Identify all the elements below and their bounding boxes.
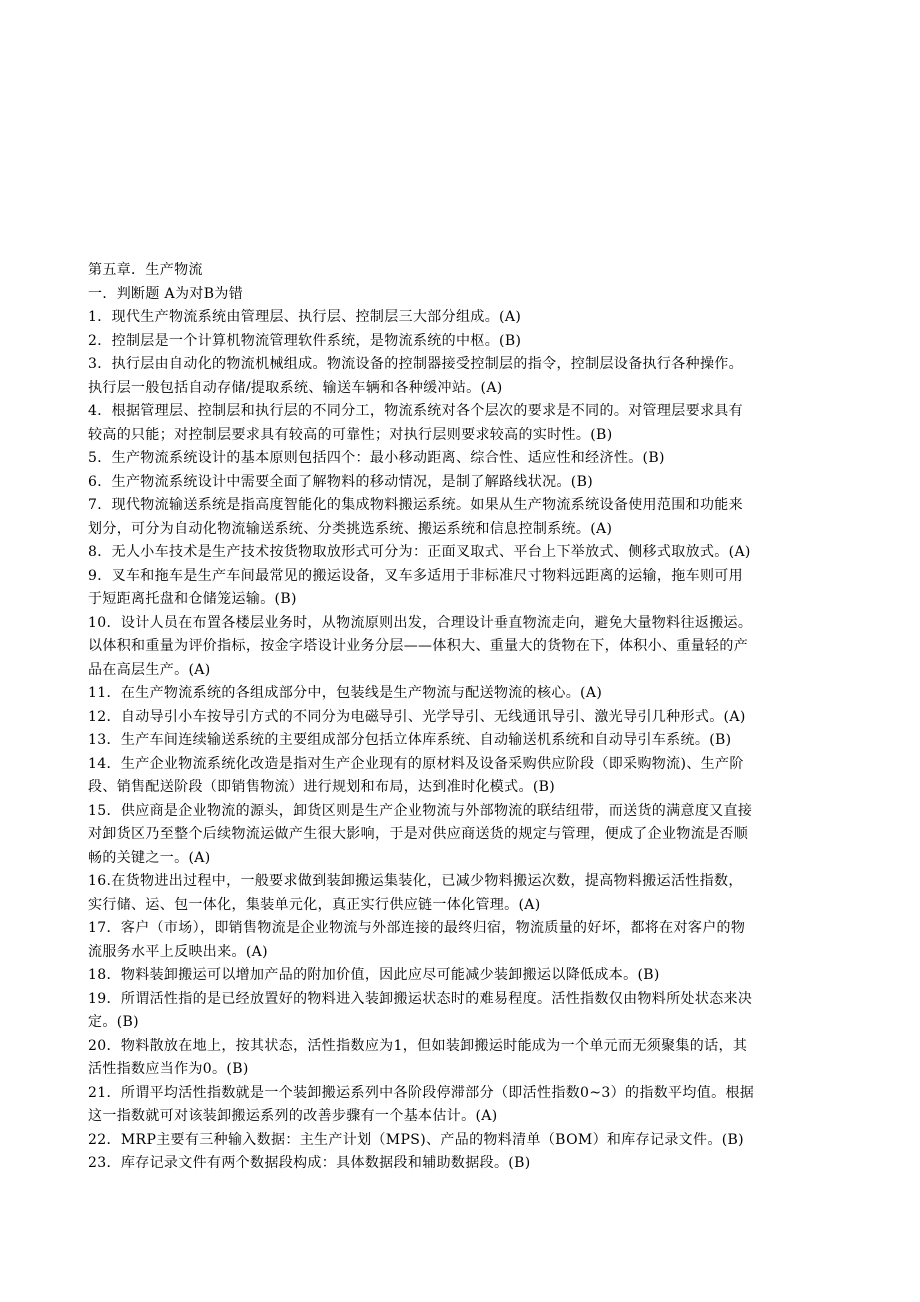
question-list <box>88 306 836 1176</box>
question-line: 7．现代物流输送系统是指高度智能化的集成物料搬运系统。如果从生产物流系统设备使用范围和功能来 <box>88 497 744 513</box>
question-line: 19．所谓活性指的是已经放置好的物料进入装卸搬运状态时的难易程度。活性指数仅由物料所处状态来决 <box>88 990 753 1007</box>
question-line: 21．所谓平均活性指数就是一个装卸搬运系列中各阶段停滞部分（即活性指数0~3）的指数平均值。根据 <box>88 1084 755 1101</box>
question-line: 段、销售配送阶段（即销售物流）进行规划和布局，达到准时化模式。(B) <box>88 779 556 795</box>
question-line: 定。(B) <box>88 1014 139 1030</box>
question-line: 12．自动导引小车按导引方式的不同分为电磁导引、光学导引、无线通讯导引、激光导引几种形式。(A) <box>88 708 746 725</box>
question-line: 流服务水平上反映出来。(A) <box>88 943 268 960</box>
question-line: 13．生产车间连续输送系统的主要组成部分包括立体库系统、自动输送机系统和自动导引车系统。(B) <box>88 732 732 748</box>
question-line: 14．生产企业物流系统化改造是指对生产企业现有的原材料及设备采购供应阶段（即采购物流)、生产阶 <box>88 755 744 772</box>
chapter-title: 第五章．生产物流 <box>88 262 203 278</box>
question-line: 1．现代生产物流系统由管理层、执行层、控制层三大部分组成。(A) <box>88 309 522 325</box>
question-line: 这一指数就可对该装卸搬运系列的改善步骤有一个基本估计。(A) <box>88 1108 498 1124</box>
question-line: 3．执行层由自动化的物流机械组成。物流设备的控制器接受控制层的指令，控制层设备执行各种操作。 <box>88 356 744 372</box>
question-line: 11．在生产物流系统的各组成部分中，包装线是生产物流与配送物流的核心。(A) <box>88 685 603 701</box>
question-line: 执行层一般包括自动存储/提取系统、输送车辆和各种缓冲站。(A) <box>88 379 503 396</box>
question-line: 16.在货物进出过程中，一般要求做到装卸搬运集装化，已减少物料搬运次数，提高物料搬运活性指数， <box>88 873 743 889</box>
question-line: 对卸货区乃至整个后续物流运做产生很大影响，于是对供应商送货的规定与管理，便成了企业物流是否顺 <box>88 826 749 842</box>
section-title: 一．判断题 A为对B为错 <box>88 285 244 302</box>
question-line: 15．供应商是企业物流的源头，卸货区则是生产企业物流与外部物流的联结纽带，而送货的满意度又直接 <box>88 802 753 819</box>
question-line: 以体积和重量为评价指标，按金字塔设计业务分层——体积大、重量大的货物在下，体积小、重量轻的产 <box>88 638 749 654</box>
question-line: 10．设计人员在布置各楼层业务时，从物流原则出发，合理设计垂直物流走向，避免大量物料往返搬运。 <box>88 614 753 631</box>
question-line: 4．根据管理层、控制层和执行层的不同分工，物流系统对各个层次的要求是不同的。对管理层要求具有 <box>88 403 744 419</box>
question-line: 活性指数应当作为0。(B) <box>88 1061 249 1077</box>
question-line: 划分，可分为自动化物流输送系统、分类挑选系统、搬运系统和信息控制系统。(A) <box>88 520 613 537</box>
question-line: 20．物料散放在地上，按其状态，活性指数应为1，但如装卸搬运时能成为一个单元而无须聚集的话，其 <box>88 1037 748 1054</box>
question-line: 8．无人小车技术是生产技术按货物取放形式可分为：正面叉取式、平台上下举放式、侧移式取放式。(A) <box>88 544 751 560</box>
question-line: 22．MRP主要有三种输入数据：主生产计划（MPS)、产品的物料清单（BOM）和库存记录文件。(B) <box>88 1131 744 1148</box>
question-line: 18．物料装卸搬运可以增加产品的附加价值，因此应尽可能减少装卸搬运以降低成本。(B) <box>88 967 660 983</box>
question-line: 实行储、运、包一体化，集装单元化，真正实行供应链一体化管理。(A) <box>88 896 541 913</box>
question-line: 6．生产物流系统设计中需要全面了解物料的移动情况，是制了解路线状况。(B) <box>88 473 594 490</box>
question-line: 2．控制层是一个计算机物流管理软件系统，是物流系统的中枢。(B) <box>88 332 522 349</box>
question-line: 17．客户（市场），即销售物流是企业物流与外部连接的最终归宿，物流质量的好坏，都将在对客户的物 <box>88 920 746 936</box>
question-line: 于短距离托盘和仓储笼运输。(B) <box>88 591 297 607</box>
question-line: 品在高层生产。(A) <box>88 661 211 678</box>
question-line: 畅的关键之一。(A) <box>88 849 211 866</box>
question-line: 较高的只能；对控制层要求具有较高的可靠性；对执行层则要求较高的实时性。(B) <box>88 426 613 443</box>
question-line: 5．生产物流系统设计的基本原则包括四个：最小移动距离、综合性、适应性和经济性。(B) <box>88 450 665 466</box>
question-line: 9．叉车和拖车是生产车间最常见的搬运设备，叉车多适用于非标准尺寸物料远距离的运输，拖车则可用 <box>88 567 744 584</box>
question-line: 23．库存记录文件有两个数据段构成：具体数据段和辅助数据段。(B) <box>88 1155 531 1171</box>
document-body <box>88 259 836 1176</box>
